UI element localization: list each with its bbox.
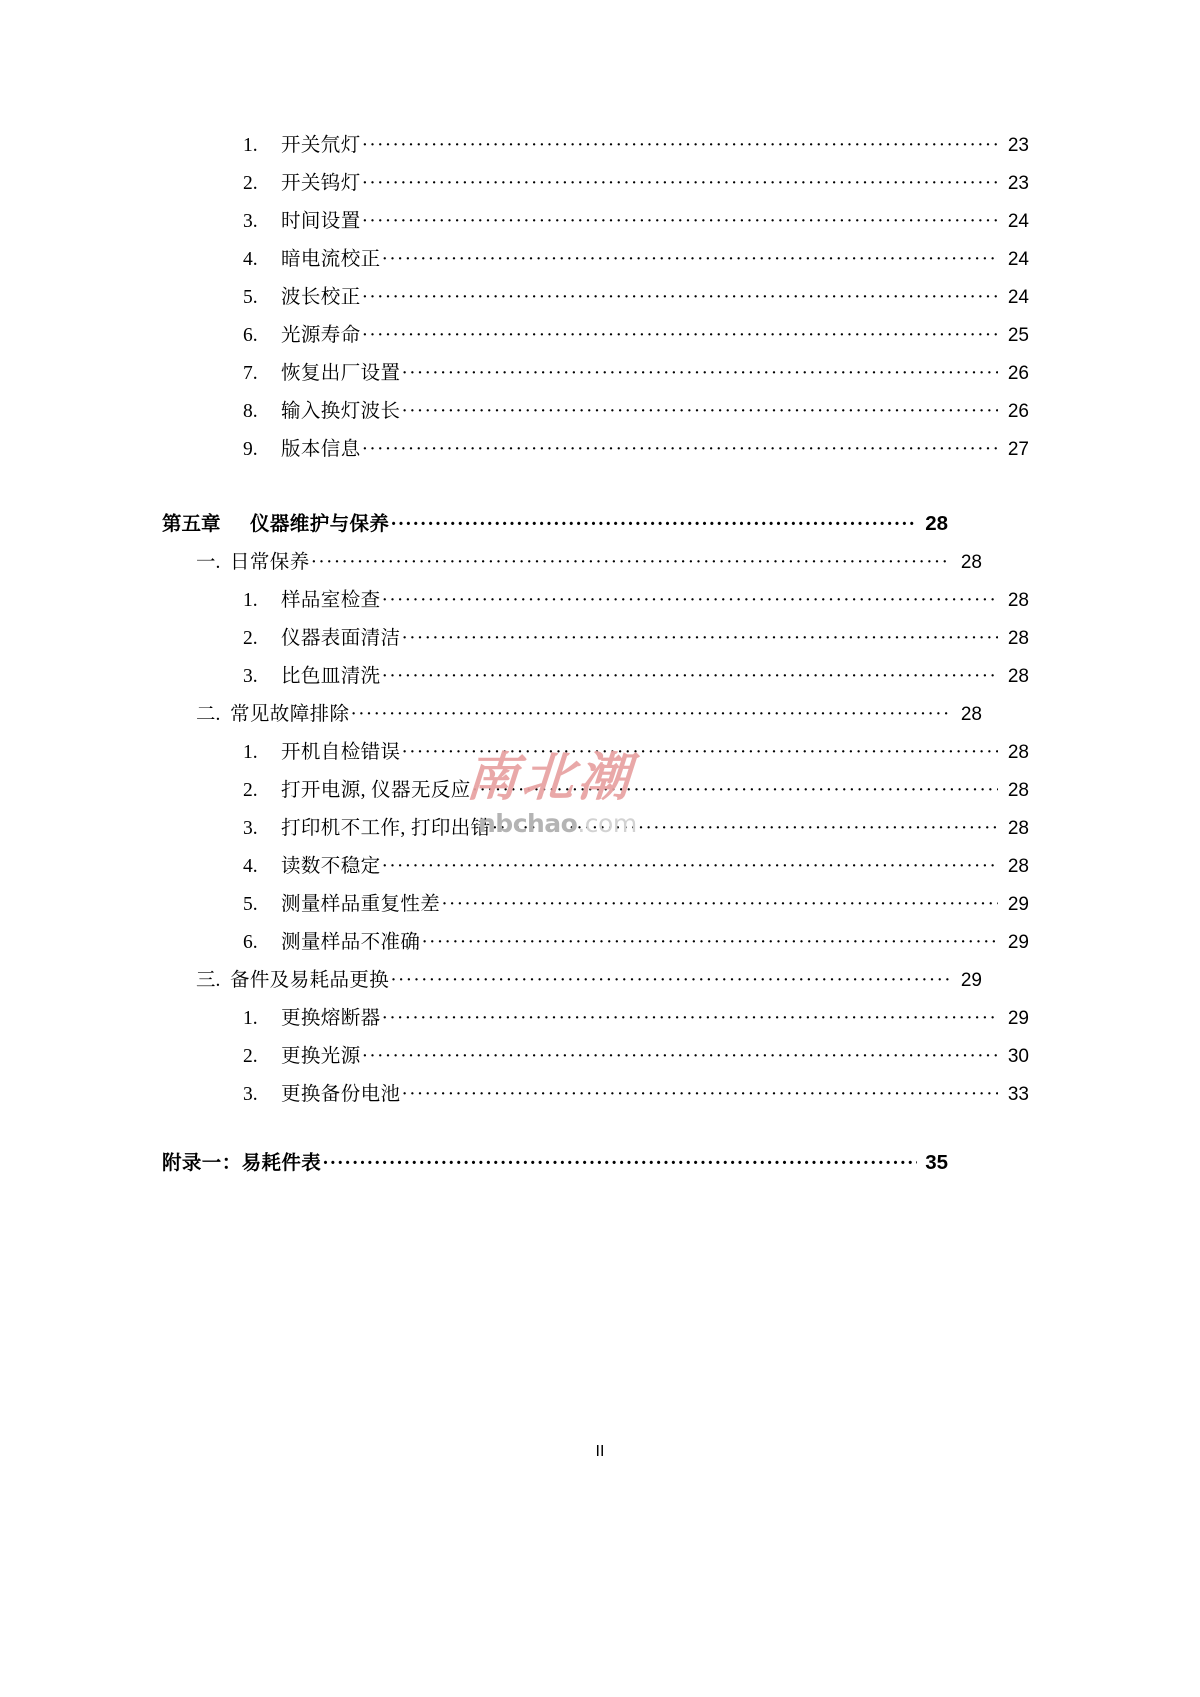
toc-entry-page: 28 (1007, 628, 1029, 649)
toc-entry-page: 33 (1007, 1084, 1029, 1105)
toc-section-entry[interactable] (196, 962, 982, 1000)
toc-entry-page: 26 (1007, 363, 1029, 384)
toc-entry-number: 3. (243, 666, 258, 687)
toc-entry[interactable] (243, 848, 1029, 886)
toc-entry[interactable] (243, 810, 1029, 848)
toc-leader-dots (492, 819, 998, 839)
toc-entry[interactable] (243, 924, 1029, 962)
toc-entry-page: 23 (1007, 135, 1029, 156)
toc-entry-label: 波长校正 (281, 287, 361, 308)
toc-entry[interactable] (243, 127, 1029, 165)
toc-entry[interactable] (243, 620, 1029, 658)
toc-section-page: 29 (960, 970, 982, 991)
toc-entry-page: 29 (1007, 894, 1029, 915)
toc-entry-label: 测量样品重复性差 (281, 894, 441, 915)
toc-leader-dots (382, 667, 998, 687)
toc-entry[interactable] (243, 582, 1029, 620)
toc-leader-dots (362, 326, 998, 346)
toc-section-page: 28 (960, 552, 982, 573)
toc-chapter-entry[interactable] (162, 505, 948, 544)
toc-entry-page: 28 (1007, 666, 1029, 687)
toc-leader-dots (322, 1154, 917, 1174)
toc-entry-page: 27 (1007, 439, 1029, 460)
toc-entry-page: 28 (1007, 590, 1029, 611)
toc-entry-label: 测量样品不准确 (281, 932, 421, 953)
toc-leader-dots (362, 136, 998, 156)
toc-entry-number: 1. (243, 742, 258, 763)
toc-entry-number: 3. (243, 211, 258, 232)
toc-entry-label: 更换熔断器 (281, 1008, 381, 1029)
toc-leader-dots (350, 705, 951, 725)
toc-leader-dots (382, 1009, 998, 1029)
toc-leader-dots (472, 781, 998, 801)
toc-chapter-label: 仪器维护与保养 (250, 514, 390, 535)
toc-entry[interactable] (243, 1038, 1029, 1076)
toc-entry[interactable] (243, 658, 1029, 696)
watermark-brand-cn: 南北潮 (463, 747, 637, 808)
toc-entry-number: 7. (243, 363, 258, 384)
toc-appendix-label: 附录一：易耗件表 (162, 1153, 322, 1174)
toc-entry[interactable] (243, 241, 1029, 279)
toc-leader-dots (382, 250, 998, 270)
toc-entry-label: 样品室检查 (281, 590, 381, 611)
toc-entry-label: 开关钨灯 (281, 173, 361, 194)
toc-section-label: 日常保养 (230, 552, 310, 573)
toc-entry[interactable] (243, 1000, 1029, 1038)
toc-leader-dots (421, 933, 998, 953)
toc-entry-number: 1. (243, 135, 258, 156)
footer-page-number: II (595, 1443, 605, 1460)
toc-entry-label: 更换光源 (281, 1046, 361, 1067)
toc-leader-dots (382, 591, 998, 611)
toc-entry[interactable] (243, 1076, 1029, 1114)
toc-leader-dots (441, 895, 998, 915)
toc-leader-dots (401, 402, 998, 422)
toc-leader-dots (401, 629, 998, 649)
toc-entry-page: 29 (1007, 1008, 1029, 1029)
toc-entry-number: 4. (243, 249, 258, 270)
toc-leader-dots (362, 212, 998, 232)
toc-leader-dots (401, 364, 998, 384)
toc-entry[interactable] (243, 203, 1029, 241)
toc-entry-page: 26 (1007, 401, 1029, 422)
toc-leader-dots (311, 553, 951, 573)
toc-entry[interactable] (243, 393, 1029, 431)
toc-entry-label: 仪器表面清洁 (281, 628, 401, 649)
toc-entry-page: 28 (1007, 818, 1029, 839)
toc-entry-page: 24 (1007, 287, 1029, 308)
toc-entry-number: 2. (243, 780, 258, 801)
toc-section-number: 二. (196, 704, 221, 725)
watermark-domain-tld: .com (577, 809, 637, 838)
toc-entry-number: 5. (243, 894, 258, 915)
toc-entry-label: 更换备份电池 (281, 1084, 401, 1105)
toc-entry-number: 5. (243, 287, 258, 308)
toc-entry-number: 2. (243, 173, 258, 194)
toc-leader-dots (401, 1085, 998, 1105)
toc-entry-number: 6. (243, 325, 258, 346)
toc-appendix-entry[interactable] (162, 1144, 948, 1183)
watermark-domain-name: nbchao (478, 809, 578, 838)
toc-leader-dots (382, 857, 998, 877)
toc-entry-label: 比色皿清洗 (281, 666, 381, 687)
toc-entry-label: 读数不稳定 (281, 856, 381, 877)
toc-entry-page: 25 (1007, 325, 1029, 346)
toc-section-number: 三. (196, 970, 221, 991)
toc-leader-dots (362, 174, 998, 194)
toc-entry[interactable] (243, 431, 1029, 469)
toc-entry-number: 1. (243, 1008, 258, 1029)
toc-entry[interactable] (243, 165, 1029, 203)
toc-leader-dots (362, 1047, 998, 1067)
toc-leader-dots (362, 288, 998, 308)
toc-entry[interactable] (243, 886, 1029, 924)
toc-entry-number: 2. (243, 1046, 258, 1067)
toc-entry-label: 输入换灯波长 (281, 401, 401, 422)
toc-entry-number: 6. (243, 932, 258, 953)
toc-entry-number: 1. (243, 590, 258, 611)
toc-entry[interactable] (243, 734, 1029, 772)
toc-entry-label: 打印机不工作, 打印出错 (281, 818, 491, 839)
toc-chapter-number: 第五章 (162, 514, 221, 535)
toc-entry-number: 9. (243, 439, 258, 460)
toc-entry-page: 28 (1007, 780, 1029, 801)
toc-entry-label: 版本信息 (281, 439, 361, 460)
section-spacer (0, 469, 1200, 505)
toc-leader-dots (390, 515, 917, 535)
toc-entry-number: 3. (243, 1084, 258, 1105)
toc-leader-dots (362, 440, 998, 460)
toc-section-page: 28 (960, 704, 982, 725)
toc-entry-page: 23 (1007, 173, 1029, 194)
toc-entry-label: 打开电源, 仪器无反应 (281, 780, 471, 801)
toc-entry-number: 4. (243, 856, 258, 877)
toc-entry-page: 30 (1007, 1046, 1029, 1067)
toc-entry[interactable] (243, 279, 1029, 317)
toc-leader-dots (401, 743, 998, 763)
toc-entry-label: 时间设置 (281, 211, 361, 232)
toc-entry[interactable] (243, 317, 1029, 355)
toc-entry-page: 24 (1007, 249, 1029, 270)
toc-entry-page: 28 (1007, 856, 1029, 877)
toc-entry-number: 3. (243, 818, 258, 839)
toc-section-entry[interactable] (196, 696, 982, 734)
toc-entry-label: 开关氘灯 (281, 135, 361, 156)
toc-leader-dots (390, 971, 951, 991)
toc-entry-number: 8. (243, 401, 258, 422)
toc-entry-label: 开机自检错误 (281, 742, 401, 763)
section-spacer (0, 1114, 1200, 1144)
toc-entry[interactable] (243, 355, 1029, 393)
page-footer (0, 1443, 1200, 1461)
toc-appendix-page: 35 (925, 1151, 948, 1174)
toc-entry[interactable] (243, 772, 1029, 810)
toc-entry-number: 2. (243, 628, 258, 649)
toc-entry-page: 29 (1007, 932, 1029, 953)
toc-section-label: 备件及易耗品更换 (230, 970, 390, 991)
toc-chapter-page: 28 (925, 512, 948, 535)
toc-section-label: 常见故障排除 (230, 704, 350, 725)
toc-entry-page: 28 (1007, 742, 1029, 763)
toc-entry-label: 恢复出厂设置 (281, 363, 401, 384)
toc-entry-label: 光源寿命 (281, 325, 361, 346)
toc-section-entry[interactable] (196, 544, 982, 582)
toc-section-number: 一. (196, 552, 221, 573)
toc-entry-label: 暗电流校正 (281, 249, 381, 270)
toc-entry-page: 24 (1007, 211, 1029, 232)
